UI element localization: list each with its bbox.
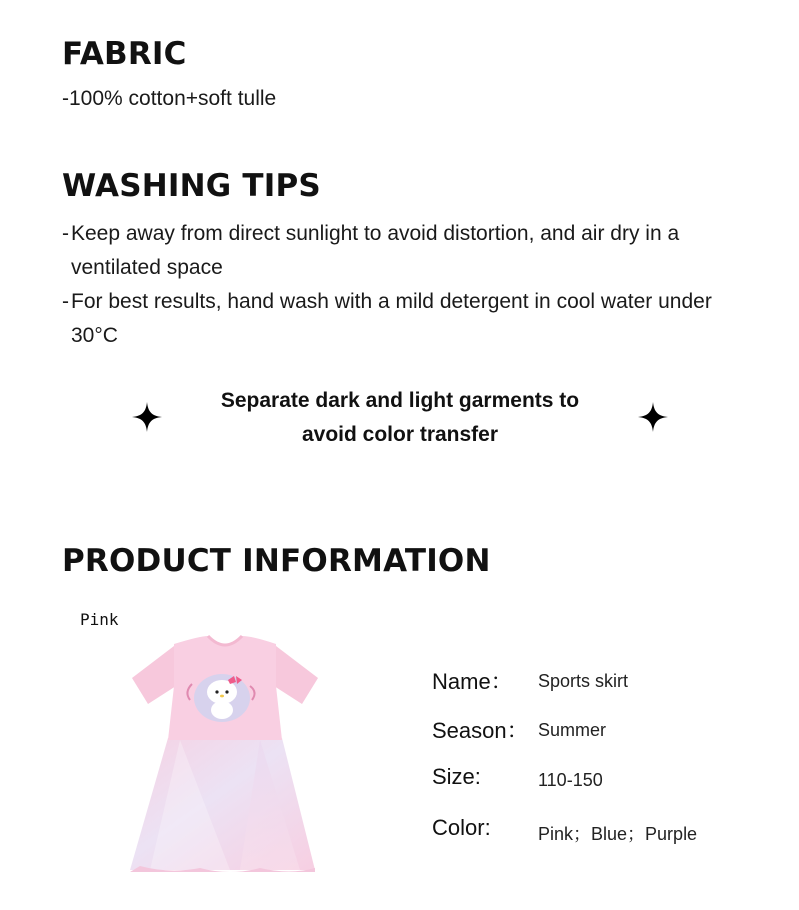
washing-tips-heading: WASHING TIPS [62, 168, 321, 204]
size-label: Size: [432, 764, 481, 789]
product-info-heading: PRODUCT INFORMATION [62, 543, 491, 579]
size-value: 110-150 [538, 770, 603, 790]
color-swatch-caption: Pink [80, 610, 119, 629]
color-value: Pink；Blue；Purple [538, 824, 698, 844]
callout-line-2: avoid color transfer [301, 423, 499, 446]
bullet-dash: - [62, 290, 69, 313]
name-value: Sports skirt [538, 671, 629, 691]
season-value: Summer [538, 720, 607, 740]
sparkle-right-icon [638, 402, 668, 432]
color-transfer-callout [190, 384, 610, 452]
season-label: Season： [432, 718, 529, 743]
name-label: Name： [432, 669, 513, 694]
sparkle-left-icon [132, 402, 162, 432]
washing-tip-2-text: For best results, hand wash with a mild detergent in cool water under 30°C [71, 290, 712, 347]
washing-tip-1 [62, 217, 712, 285]
fabric-text: -100% cotton+soft tulle [62, 87, 277, 110]
bullet-dash: - [62, 222, 69, 245]
washing-tip-1-text: Keep away from direct sunlight to avoid distortion, and air dry in a ventilated space [71, 222, 680, 279]
washing-tip-2 [62, 285, 712, 353]
fabric-heading: FABRIC [62, 36, 187, 72]
callout-line-1: Separate dark and light garments to [220, 389, 580, 412]
pink-dress-icon [110, 630, 340, 880]
color-label: Color: [432, 815, 491, 840]
